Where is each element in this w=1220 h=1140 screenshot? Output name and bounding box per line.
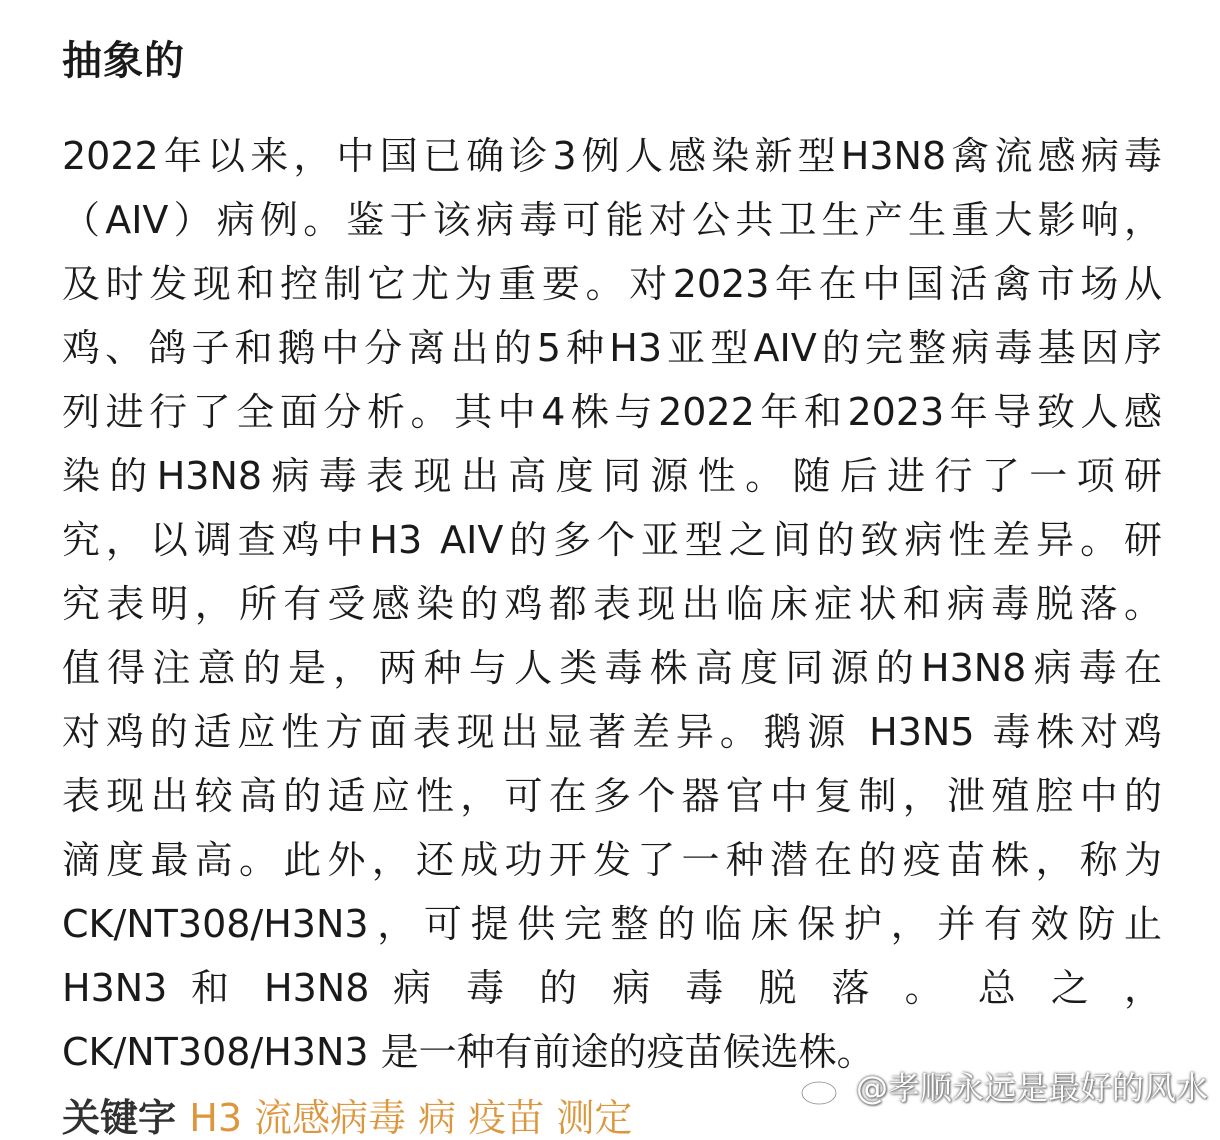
abstract-line: 值得注意的是，两种与人类毒株高度同源的H3N8病毒在	[62, 646, 1162, 690]
watermark-text: @孝顺永远是最好的风水	[855, 1069, 1208, 1107]
abstract-line: CK/NT308/H3N3 是一种有前途的疫苗候选株。	[62, 1030, 875, 1074]
abstract-line: 对鸡的适应性方面表现出显著差异。鹅源 H3N5 毒株对鸡	[62, 710, 1162, 754]
abstract-line: 鸡、鸽子和鹅中分离出的5种H3亚型AIV的完整病毒基因序	[62, 326, 1162, 370]
keywords-line-clipped	[62, 1098, 632, 1138]
keywords-values: H3 流感病毒 病 疫苗 测定	[189, 1096, 633, 1140]
abstract-line: （AIV）病例。鉴于该病毒可能对公共卫生产生重大影响，	[62, 198, 1162, 242]
weibo-watermark	[798, 1066, 1208, 1110]
abstract-line: 滴度最高。此外，还成功开发了一种潜在的疫苗株，称为	[62, 838, 1162, 882]
abstract-line: 究，以调查鸡中H3 AIV的多个亚型之间的致病性差异。研	[62, 518, 1162, 562]
abstract-line: 及时发现和控制它尤为重要。对2023年在中国活禽市场从	[62, 262, 1162, 306]
keywords-label: 关键字	[62, 1096, 177, 1140]
abstract-line: H3N3 和 H3N8 病 毒 的 病 毒 脱 落 。 总 之 ，	[62, 966, 1162, 1010]
abstract-line: 2022年以来，中国已确诊3例人感染新型H3N8禽流感病毒	[62, 134, 1162, 178]
weibo-icon	[798, 1068, 848, 1108]
abstract-line: 列进行了全面分析。其中4株与2022年和2023年导致人感	[62, 390, 1162, 434]
abstract-line: 究表明，所有受感染的鸡都表现出临床症状和病毒脱落。	[62, 582, 1162, 626]
abstract-body	[62, 124, 1162, 1084]
section-heading: 抽象的	[62, 38, 185, 84]
abstract-line: 表现出较高的适应性，可在多个器官中复制，泄殖腔中的	[62, 774, 1162, 818]
abstract-line: 染的H3N8病毒表现出高度同源性。随后进行了一项研	[62, 454, 1162, 498]
abstract-line: CK/NT308/H3N3，可提供完整的临床保护，并有效防止	[62, 902, 1162, 946]
